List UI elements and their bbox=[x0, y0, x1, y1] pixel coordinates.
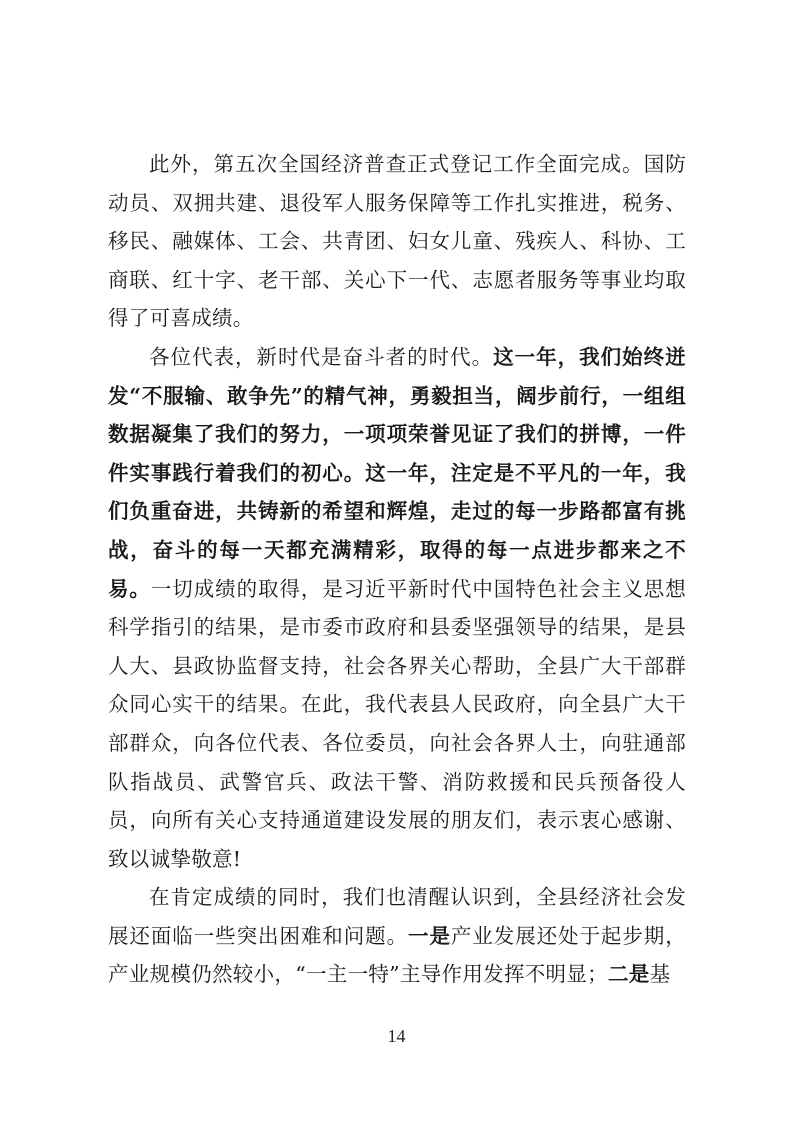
paragraph-achievements-other bbox=[108, 145, 686, 338]
paragraph-segment: 基 bbox=[649, 962, 671, 987]
paragraph-segment: 此外，第五次全国经济普查正式登记工作全面完成。国防动员、双拥共建、退役军人服务保障等工作扎实推进，税务、移民、融媒体、工会、共青团、妇女儿童、残疾人、科协、工商联、红十字、老干部、关心下一代、志愿者服务等事业均取得了可喜成绩。 bbox=[108, 152, 686, 331]
paragraph-deputies-address bbox=[108, 338, 686, 878]
paragraph-segment: 各位代表，新时代是奋斗者的时代。 bbox=[149, 344, 494, 369]
paragraph-segment-bold: 这一年，我们始终迸发“不服输、敢争先”的精气神，勇毅担当，阔步前行，一组组数据凝集了我们的努力，一项项荣誉见证了我们的拼博，一件件实事践行着我们的初心。这一年，注定是不平凡的一年，我们负重奋进，共铸新的希望和辉煌，走过的每一步路都富有挑战，奋斗的每一天都充满精彩，取得的每一点进步都来之不易。 bbox=[108, 344, 686, 601]
page-number: 14 bbox=[387, 1026, 406, 1046]
paragraph-segment: 产业发展还处于起步期，产业规模仍然较小，“一主一特”主导作用发挥不明显； bbox=[108, 923, 687, 987]
document-body bbox=[108, 145, 686, 994]
paragraph-segment-bold: 一是 bbox=[408, 923, 451, 948]
paragraph-segment: 一切成绩的取得，是习近平新时代中国特色社会主义思想科学指引的结果，是市委市政府和县委坚强领导的结果，是县人大、县政协监督支持，社会各界关心帮助，全县广大干部群众同心实干的结果。在此，我代表县人民政府，向全县广大干部群众，向各位代表、各位委员，向社会各界人士，向驻通部队指战员、武警官兵、政法干警、消防救援和民兵预备役人员，向所有关心支持通道建设发展的朋友们，表示衷心感谢、致以诚挚敬意! bbox=[108, 576, 687, 871]
paragraph-segment-bold: 二是 bbox=[607, 962, 650, 987]
paragraph-problems bbox=[108, 878, 686, 994]
paragraph-segment: 在肯定成绩的同时，我们也清醒认识到，全县经济社会发展还面临一些突出困难和问题。 bbox=[108, 885, 686, 948]
